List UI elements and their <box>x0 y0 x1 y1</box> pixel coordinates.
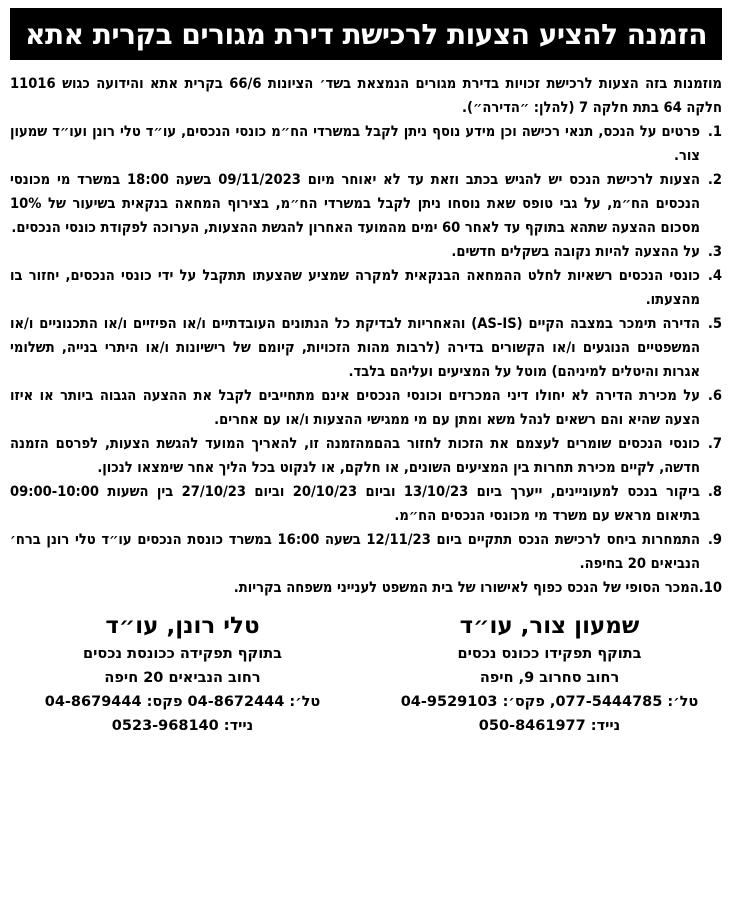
item-number: 4. <box>707 267 722 284</box>
item-number: 9. <box>707 531 722 548</box>
intro-text: מוזמנות בזה הצעות לרכישת זכויות בדירת מגורים הנמצאת בשד׳ הציונות 66/6 בקרית אתא והידועה כגוש 11016 חלקה 64 בתת חלקה 7 (להלן: <box>10 75 722 116</box>
list-item <box>10 120 722 168</box>
list-item <box>10 168 722 240</box>
item-text: ביקור בנכס למעוניינים, ייערך ביום 13/10/23 וביום 20/10/23 וביום 27/10/23 בין השעות 09:00-10:00 בתיאום מראש עם משרד מי מכונסי הנכסים הח״מ. <box>10 483 700 524</box>
signatory-mobile: נייד: 050-8461977 <box>478 718 621 734</box>
item-number: 7. <box>707 435 722 452</box>
list-item <box>10 264 722 312</box>
item-text: על מכירת הדירה לא יחולו דיני המכרזים וכונסי הנכסים אינם מתחייבים לקבל את ההצעה הגבוה ביותר או איזו הצעה שהיא והם רשאים לנהל משא ומתן עם מי ממגישי ההצעות ו/או עם אחרים. <box>10 387 700 428</box>
item-text: התמחרות ביחס לרכישת הנכס תתקיים ביום 12/11/23 בשעה 16:00 במשרד כונסת הנכסים עו״ד טלי רונן ברח׳ הנביאים 20 בחיפה. <box>10 531 700 572</box>
signatory-phones: טל׳: 04-8672444 פקס: 04-8679444 <box>44 694 321 710</box>
item-number: 2. <box>707 171 722 188</box>
signatory-address: רחוב סחרוב 9, חיפה <box>479 670 620 686</box>
list-item <box>10 432 722 480</box>
item-number: 5. <box>707 315 722 332</box>
signatory-phones: טל׳: 077-5444785, פקס׳: 04-9529103 <box>400 694 699 710</box>
intro-highlight: ״הדירה״ <box>473 99 530 116</box>
item-text: הדירה תימכר במצבה הקיים (AS-IS) והאחריות לבדיקת כל הנתונים העובדתיים ו/או הפיזיים ו/או התכנוניים ו/או המשפטיים הנוגעים ו/או הקשורים בדירה (לרבות מהות הזכויות, קיומם של רישיונות ו/או היתרי בנייה, תשלומי אגרות והיטלים למיניהם) מוטל על המציעים ועליהם בלבד. <box>10 315 700 380</box>
signatory-role: בתוקף תפקידה ככונסת נכסים <box>83 646 282 662</box>
item-number: 8. <box>707 483 722 500</box>
list-item <box>10 312 722 384</box>
signatures <box>10 610 722 738</box>
signatory-role: בתוקף תפקידו ככונס נכסים <box>457 646 642 662</box>
item-text: כונסי הנכסים רשאיות לחלט ההמחאה הבנקאית למקרה שמציע שהצעתו תתקבל על ידי כונסי הנכסים, יחזור בו מהצעתו. <box>10 267 700 308</box>
notice-title <box>10 8 722 60</box>
signatory-mobile: נייד: 0523-968140 <box>111 718 254 734</box>
signatory-address: רחוב הנביאים 20 חיפה <box>104 670 261 686</box>
item-text: הצעות לרכישת הנכס יש להגיש בכתב וזאת עד לא יאוחר מיום 09/11/2023 בשעה 18:00 במשרד מי מכונסי הנכסים הח״מ, על גבי טופס שאת נוסחו ניתן לקבל במשרדי הח״מ, בצירוף המחאה בנקאית בשיעור של 10% מסכום ההצעה שתהא בתוקף עד לאחר 60 ימים מהמועד האחרון להגשת ההצעות, הערוכה לפקודת כונסי הנכסים. <box>10 171 700 236</box>
list-item <box>10 576 722 600</box>
terms-list <box>10 120 722 600</box>
notice-title-text: הזמנה להציע הצעות לרכישת דירת מגורים בקרית אתא <box>25 17 707 51</box>
list-item <box>10 480 722 528</box>
list-item <box>10 528 722 576</box>
signature-block-receiver-2 <box>377 610 722 738</box>
intro-paragraph <box>10 72 722 120</box>
item-text: על ההצעה להיות נקובה בשקלים חדשים. <box>451 243 700 260</box>
intro-end: ). <box>462 99 474 116</box>
list-item <box>10 240 722 264</box>
signatory-name: שמעון צור, עו״ד <box>459 613 640 639</box>
list-item <box>10 384 722 432</box>
item-number: 6. <box>707 387 722 404</box>
item-number: 10. <box>698 579 722 596</box>
item-text: פרטים על הנכס, תנאי רכישה וכן מידע נוסף ניתן לקבל במשרדי הח״מ כונסי הנכסים, עו״ד טלי רונן ועו״ד שמעון צור. <box>10 123 700 164</box>
item-number: 3. <box>707 243 722 260</box>
signatory-name: טלי רונן, עו״ד <box>105 613 260 639</box>
signature-block-receiver-1 <box>10 610 355 738</box>
item-text: המכר הסופי של הנכס כפוף לאישורו של בית המשפט לענייני משפחה בקריות. <box>233 579 699 596</box>
item-number: 1. <box>707 123 722 140</box>
item-text: כונסי הנכסים שומרים לעצמם את הזכות לחזור בהםמהזמנה זו, להאריך המועד להגשת הצעות, לפרסם הזמנה חדשה, לקיים מכירת תחרות בין המציעים השונים, או חלקם, או לנקוט בכל הליך אחר שימצאו לנכון. <box>10 435 700 476</box>
